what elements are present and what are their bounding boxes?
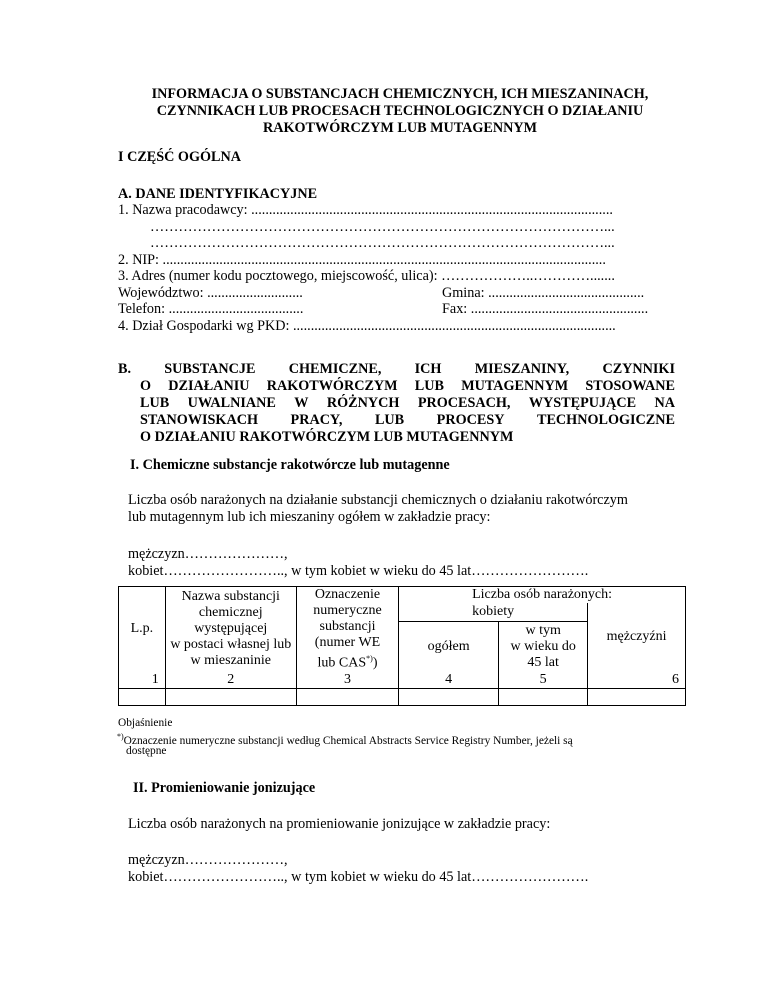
heading-word: CZYNNIKI <box>602 361 675 377</box>
women-group-header: kobiety <box>399 603 588 622</box>
employer-name-continuation-2[interactable]: ……………………………………………………………………………………... <box>150 235 615 251</box>
col-name-line-1: Nazwa substancji <box>181 589 280 605</box>
age-line-3: 45 lat <box>527 654 559 670</box>
heading-word: WYSTĘPUJĄCE <box>528 395 637 411</box>
heading-word: MUTAGENNYM <box>461 378 569 394</box>
subsection-1-women-count[interactable]: kobiet…………………….., w tym kobiet w wieku do 45 lat……………………. <box>128 563 589 579</box>
heading-word: LUB <box>414 378 444 394</box>
subsection-2-men-count[interactable]: mężczyzn…………………, <box>128 852 288 868</box>
heading-word: B. <box>118 361 132 377</box>
title-line-3: RAKOTWÓRCZYM LUB MUTAGENNYM <box>262 120 538 136</box>
subsection-1-heading: I. Chemiczne substancje rakotwórcze lub mutagenne <box>130 457 450 473</box>
footnote-marker: *) <box>366 654 373 663</box>
col-code-line-3: substancji <box>319 619 376 634</box>
heading-word: TECHNOLOGICZNE <box>537 412 675 428</box>
footnote-line-1 <box>117 730 573 748</box>
subsection-1-men-count[interactable]: mężczyzn…………………, <box>128 546 288 562</box>
col-numeric-code-header <box>296 587 398 672</box>
section-b-heading <box>118 361 675 446</box>
heading-word: RAKOTWÓRCZYM <box>266 378 398 394</box>
subsection-1-text-line-1: Liczba osób narażonych na działanie substancji chemicznych o działaniu rakotwórczym <box>128 492 628 508</box>
heading-word: ICH <box>414 361 442 377</box>
heading-word: LUB <box>140 395 170 411</box>
col-code-close-paren: ) <box>372 655 378 671</box>
subsection-2-heading: II. Promieniowanie jonizujące <box>133 780 316 796</box>
col-number-6: 6 <box>588 672 686 689</box>
section-b-heading-row-3 <box>118 395 675 412</box>
pkd-field[interactable]: 4. Dział Gospodarki wg PKD: ........................................................................................... <box>118 318 616 334</box>
footnote-mark: *) <box>117 732 124 741</box>
table-cell-empty[interactable] <box>499 688 588 705</box>
footnote-line-2: dostępne <box>126 745 167 757</box>
col-name-line-3: występującej <box>194 621 268 637</box>
col-substance-name-header <box>165 587 296 672</box>
col-number-4: 4 <box>399 672 499 689</box>
age-line-2: w wieku do <box>510 638 576 654</box>
subsection-2-women-count[interactable]: kobiet…………………….., w tym kobiet w wieku do 45 lat……………………. <box>128 869 589 885</box>
employer-name-continuation-1[interactable]: ……………………………………………………………………………………... <box>150 219 615 235</box>
heading-word: MIESZANINY, <box>474 361 570 377</box>
section-b-heading-row-4 <box>118 412 675 429</box>
heading-word: O <box>140 378 152 394</box>
col-code-line-4: (numer WE <box>314 635 381 650</box>
women-under-45-header <box>499 622 588 672</box>
nip-field[interactable]: 2. NIP: ............................................................................................................................. <box>118 252 606 268</box>
col-lp-header: L.p. <box>119 587 166 672</box>
exposed-persons-header: Liczba osób narażonych: <box>399 587 686 604</box>
fax-field[interactable]: Fax: .................................................. <box>442 301 649 317</box>
heading-word: RÓŻNYCH <box>326 395 400 411</box>
col-number-3: 3 <box>296 672 398 689</box>
col-name-line-4: w postaci własnej lub <box>170 637 292 653</box>
heading-word: CHEMICZNE, <box>288 361 382 377</box>
section-b-heading-row-1 <box>118 361 675 378</box>
col-code-line-5 <box>299 651 396 672</box>
title-line-1: INFORMACJA O SUBSTANCJACH CHEMICZNYCH, ICH MIESZANINACH, <box>151 86 649 102</box>
heading-word: PROCESACH, <box>417 395 511 411</box>
part1-heading: I CZĘŚĆ OGÓLNA <box>118 149 241 165</box>
heading-word: PROCESY <box>436 412 505 428</box>
employer-name-field[interactable]: 1. Nazwa pracodawcy: ...................................................................................................... <box>118 202 613 218</box>
col-name-line-2: chemicznej <box>198 605 263 621</box>
table-cell-empty[interactable] <box>165 688 296 705</box>
section-a-heading: A. DANE IDENTYFIKACYJNE <box>118 186 318 202</box>
voivodeship-field[interactable]: Województwo: ........................... <box>118 285 303 301</box>
heading-word: PRACY, <box>290 412 343 428</box>
heading-word: NA <box>654 395 675 411</box>
heading-word: W <box>294 395 309 411</box>
document-title <box>110 86 690 137</box>
total-header: ogółem <box>399 622 499 672</box>
heading-word: SUBSTANCJE <box>164 361 256 377</box>
col-code-line-2: numeryczne <box>313 603 382 618</box>
title-line-2: CZYNNIKACH LUB PROCESACH TECHNOLOGICZNYCH O DZIAŁANIU <box>156 103 644 119</box>
table-row <box>119 688 686 705</box>
col-name-line-5: w mieszaninie <box>190 653 272 669</box>
col-number-5: 5 <box>499 672 588 689</box>
heading-word: UWALNIANE <box>187 395 276 411</box>
men-header: mężczyźni <box>588 603 686 672</box>
col-number-1: 1 <box>119 672 166 689</box>
section-b-heading-row-5: O DZIAŁANIU RAKOTWÓRCZYM LUB MUTAGENNYM <box>140 429 514 445</box>
col-number-2: 2 <box>165 672 296 689</box>
table-cell-empty[interactable] <box>119 688 166 705</box>
heading-word: DZIAŁANIU <box>168 378 250 394</box>
commune-field[interactable]: Gmina: ............................................ <box>442 285 645 301</box>
heading-word: STANOWISKACH <box>140 412 258 428</box>
address-field[interactable]: 3. Adres (numer kodu pocztowego, miejscowość, ulica): ………………..…………....... <box>118 268 615 284</box>
heading-word: STOSOWANE <box>585 378 675 394</box>
heading-word: LUB <box>374 412 405 428</box>
subsection-1-text-line-2: lub mutagennym lub ich mieszaniny ogółem w zakładzie pracy: <box>128 509 491 525</box>
subsection-2-text: Liczba osób narażonych na promieniowanie jonizujące w zakładzie pracy: <box>128 816 551 832</box>
table-cell-empty[interactable] <box>296 688 398 705</box>
table-cell-empty[interactable] <box>399 688 499 705</box>
footnote-title: Objaśnienie <box>118 717 173 729</box>
phone-field[interactable]: Telefon: ...................................... <box>118 301 304 317</box>
col-code-line-5-text: lub CAS <box>317 655 367 671</box>
col-code-line-1: Oznaczenie <box>314 587 381 602</box>
age-line-1: w tym <box>525 622 561 638</box>
substances-table <box>118 586 686 706</box>
section-b-heading-row-2 <box>118 378 675 395</box>
table-cell-empty[interactable] <box>588 688 686 705</box>
footnote-text-1: Oznaczenie numeryczne substancji według Chemical Abstracts Service Registry Number, jeżeli są <box>123 734 573 747</box>
